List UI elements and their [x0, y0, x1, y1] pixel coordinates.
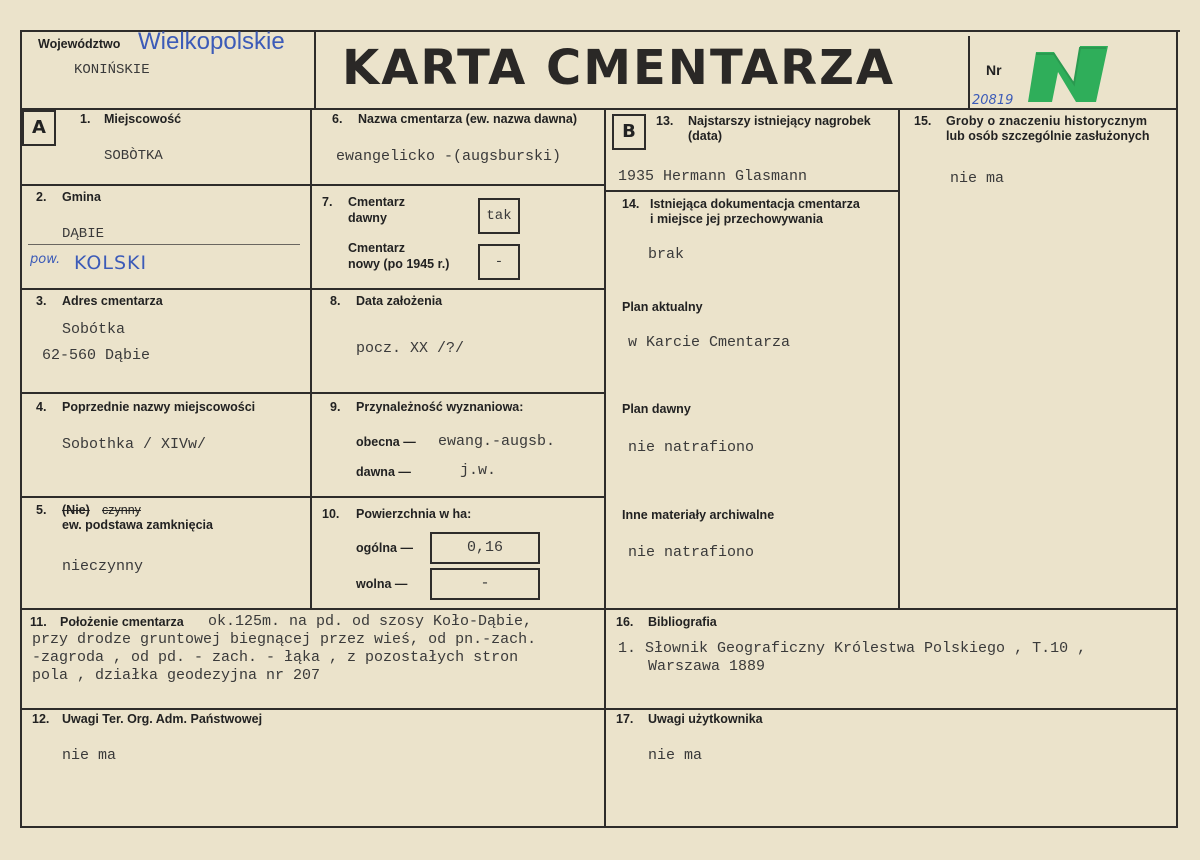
field13-label-line2: (data) [688, 129, 723, 143]
field3-value-line1: Sobótka [62, 321, 126, 338]
voivodeship-stamp: Wielkopolskie [138, 28, 285, 55]
field15-label-line1: Groby o znaczeniu historycznym [946, 114, 1148, 128]
field13-number: 13. [656, 114, 674, 128]
field5-label-line2: ew. podstawa zamknięcia [62, 518, 213, 532]
field8-value: pocz. XX /?/ [356, 340, 465, 357]
field4-number: 4. [36, 400, 47, 414]
field3-value-line2: 62-560 Dąbie [42, 347, 151, 364]
field16-label: Bibliografia [648, 615, 717, 629]
field10-free-label: wolna — [356, 577, 408, 591]
divider [310, 392, 604, 394]
field12-number: 12. [32, 712, 50, 726]
plan-current-value: w Karcie Cmentarza [628, 334, 791, 351]
page-title: KARTA CMENTARZA [342, 40, 896, 96]
field6-value: ewangelicko -(augsburski) [336, 148, 562, 165]
field1-number: 1. [80, 112, 91, 126]
underline [28, 244, 300, 245]
frame-right [1176, 30, 1178, 828]
divider [314, 30, 316, 110]
field9-label: Przynależność wyznaniowa: [356, 400, 524, 414]
field6-label: Nazwa cmentarza (ew. nazwa dawna) [358, 112, 578, 126]
nr-label: Nr [986, 62, 1002, 78]
field11-text-4: pola , działka geodezyjna nr 207 [32, 667, 321, 684]
field5-label-struck-b: czynny [102, 503, 141, 517]
field16-text-2: Warszawa 1889 [648, 658, 766, 675]
plan-current-label: Plan aktualny [622, 300, 703, 314]
frame-bottom [20, 826, 1176, 828]
nr-handwritten: 20819 [972, 93, 1014, 108]
field5-label-struck-a: (Nie) [62, 503, 90, 517]
field15-value: nie ma [950, 170, 1005, 187]
divider [968, 36, 970, 110]
field3-label: Adres cmentarza [62, 294, 163, 308]
other-archives-value: nie natrafiono [628, 544, 755, 561]
field9-former-label: dawna — [356, 465, 411, 479]
divider [20, 108, 1178, 110]
green-marker-n [1014, 38, 1122, 108]
field2-hand-value: KOLSKI [74, 252, 148, 274]
divider [310, 288, 604, 290]
field17-value: nie ma [648, 747, 703, 764]
field11-label: Położenie cmentarza [60, 615, 184, 629]
divider [898, 108, 900, 610]
field16-text-1: 1. Słownik Geograficzny Królestwa Polskiego , T.10 , [618, 640, 1087, 657]
field9-current-label: obecna — [356, 435, 416, 449]
section-b-box: B [612, 114, 646, 150]
voivodeship-typed: KONIŃSKIE [74, 62, 150, 78]
field2-label: Gmina [62, 190, 101, 204]
divider [20, 288, 310, 290]
divider [20, 496, 310, 498]
field17-number: 17. [616, 712, 634, 726]
field7-label-old-2: dawny [348, 211, 387, 225]
field11-text-1: ok.125m. na pd. od szosy Koło-Dąbie, [208, 613, 533, 630]
field3-number: 3. [36, 294, 47, 308]
field7-new-value-box: - [478, 244, 520, 280]
field7-label-old-1: Cmentarz [348, 195, 405, 209]
divider [20, 708, 1176, 710]
field7-label-new-2: nowy (po 1945 r.) [348, 257, 450, 271]
plan-old-value: nie natrafiono [628, 439, 755, 456]
field9-current-value: ewang.-augsb. [438, 433, 556, 450]
field4-value: Sobothka / XIVw/ [62, 436, 207, 453]
other-archives-label: Inne materiały archiwalne [622, 508, 775, 522]
voivodeship-label: Województwo [38, 37, 121, 51]
field10-total-label: ogólna — [356, 541, 413, 555]
field8-label: Data założenia [356, 294, 443, 308]
field14-label-line1: Istniejąca dokumentacja cmentarza [650, 197, 860, 211]
field12-value: nie ma [62, 747, 117, 764]
field10-free-value-box: - [430, 568, 540, 600]
field9-former-value: j.w. [460, 462, 497, 479]
field5-value: nieczynny [62, 558, 144, 575]
field8-number: 8. [330, 294, 341, 308]
field14-number: 14. [622, 197, 640, 211]
field1-label: Miejscowość [104, 112, 182, 126]
field7-label-new-1: Cmentarz [348, 241, 405, 255]
field2-number: 2. [36, 190, 47, 204]
field16-number: 16. [616, 615, 634, 629]
field17-label: Uwagi użytkownika [648, 712, 763, 726]
field6-number: 6. [332, 112, 343, 126]
divider [604, 108, 606, 828]
field7-old-value-box: tak [478, 198, 520, 234]
field11-text-3: -zagroda , od pd. - zach. - łąka , z pozostałych stron [32, 649, 519, 666]
field1-value: SOBÒTKA [104, 148, 163, 164]
divider [20, 392, 310, 394]
field7-number: 7. [322, 195, 333, 209]
divider [20, 184, 310, 186]
field13-value: 1935 Hermann Glasmann [618, 168, 808, 185]
section-a-box: A [22, 110, 56, 146]
field10-number: 10. [322, 507, 340, 521]
field15-label-line2: lub osób szczególnie zasłużonych [946, 129, 1150, 143]
divider [310, 184, 604, 186]
field2-value: DĄBIE [62, 226, 105, 242]
field14-value: brak [648, 246, 685, 263]
field2-hand-prefix: pow. [30, 252, 61, 267]
field13-label-line1: Najstarszy istniejący nagrobek [688, 114, 871, 128]
field4-label: Poprzednie nazwy miejscowości [62, 400, 256, 414]
field10-total-value-box: 0,16 [430, 532, 540, 564]
field9-number: 9. [330, 400, 341, 414]
divider [310, 496, 604, 498]
field12-label: Uwagi Ter. Org. Adm. Państwowej [62, 712, 263, 726]
divider [20, 608, 1176, 610]
field11-text-2: przy drodze gruntowej biegnącej przez wieś, od pn.-zach. [32, 631, 537, 648]
field15-number: 15. [914, 114, 932, 128]
plan-old-label: Plan dawny [622, 402, 691, 416]
field5-number: 5. [36, 503, 47, 517]
field10-label: Powierzchnia w ha: [356, 507, 472, 521]
field14-label-line2: i miejsce jej przechowywania [650, 212, 823, 226]
divider [604, 190, 898, 192]
field11-number: 11. [30, 615, 47, 629]
